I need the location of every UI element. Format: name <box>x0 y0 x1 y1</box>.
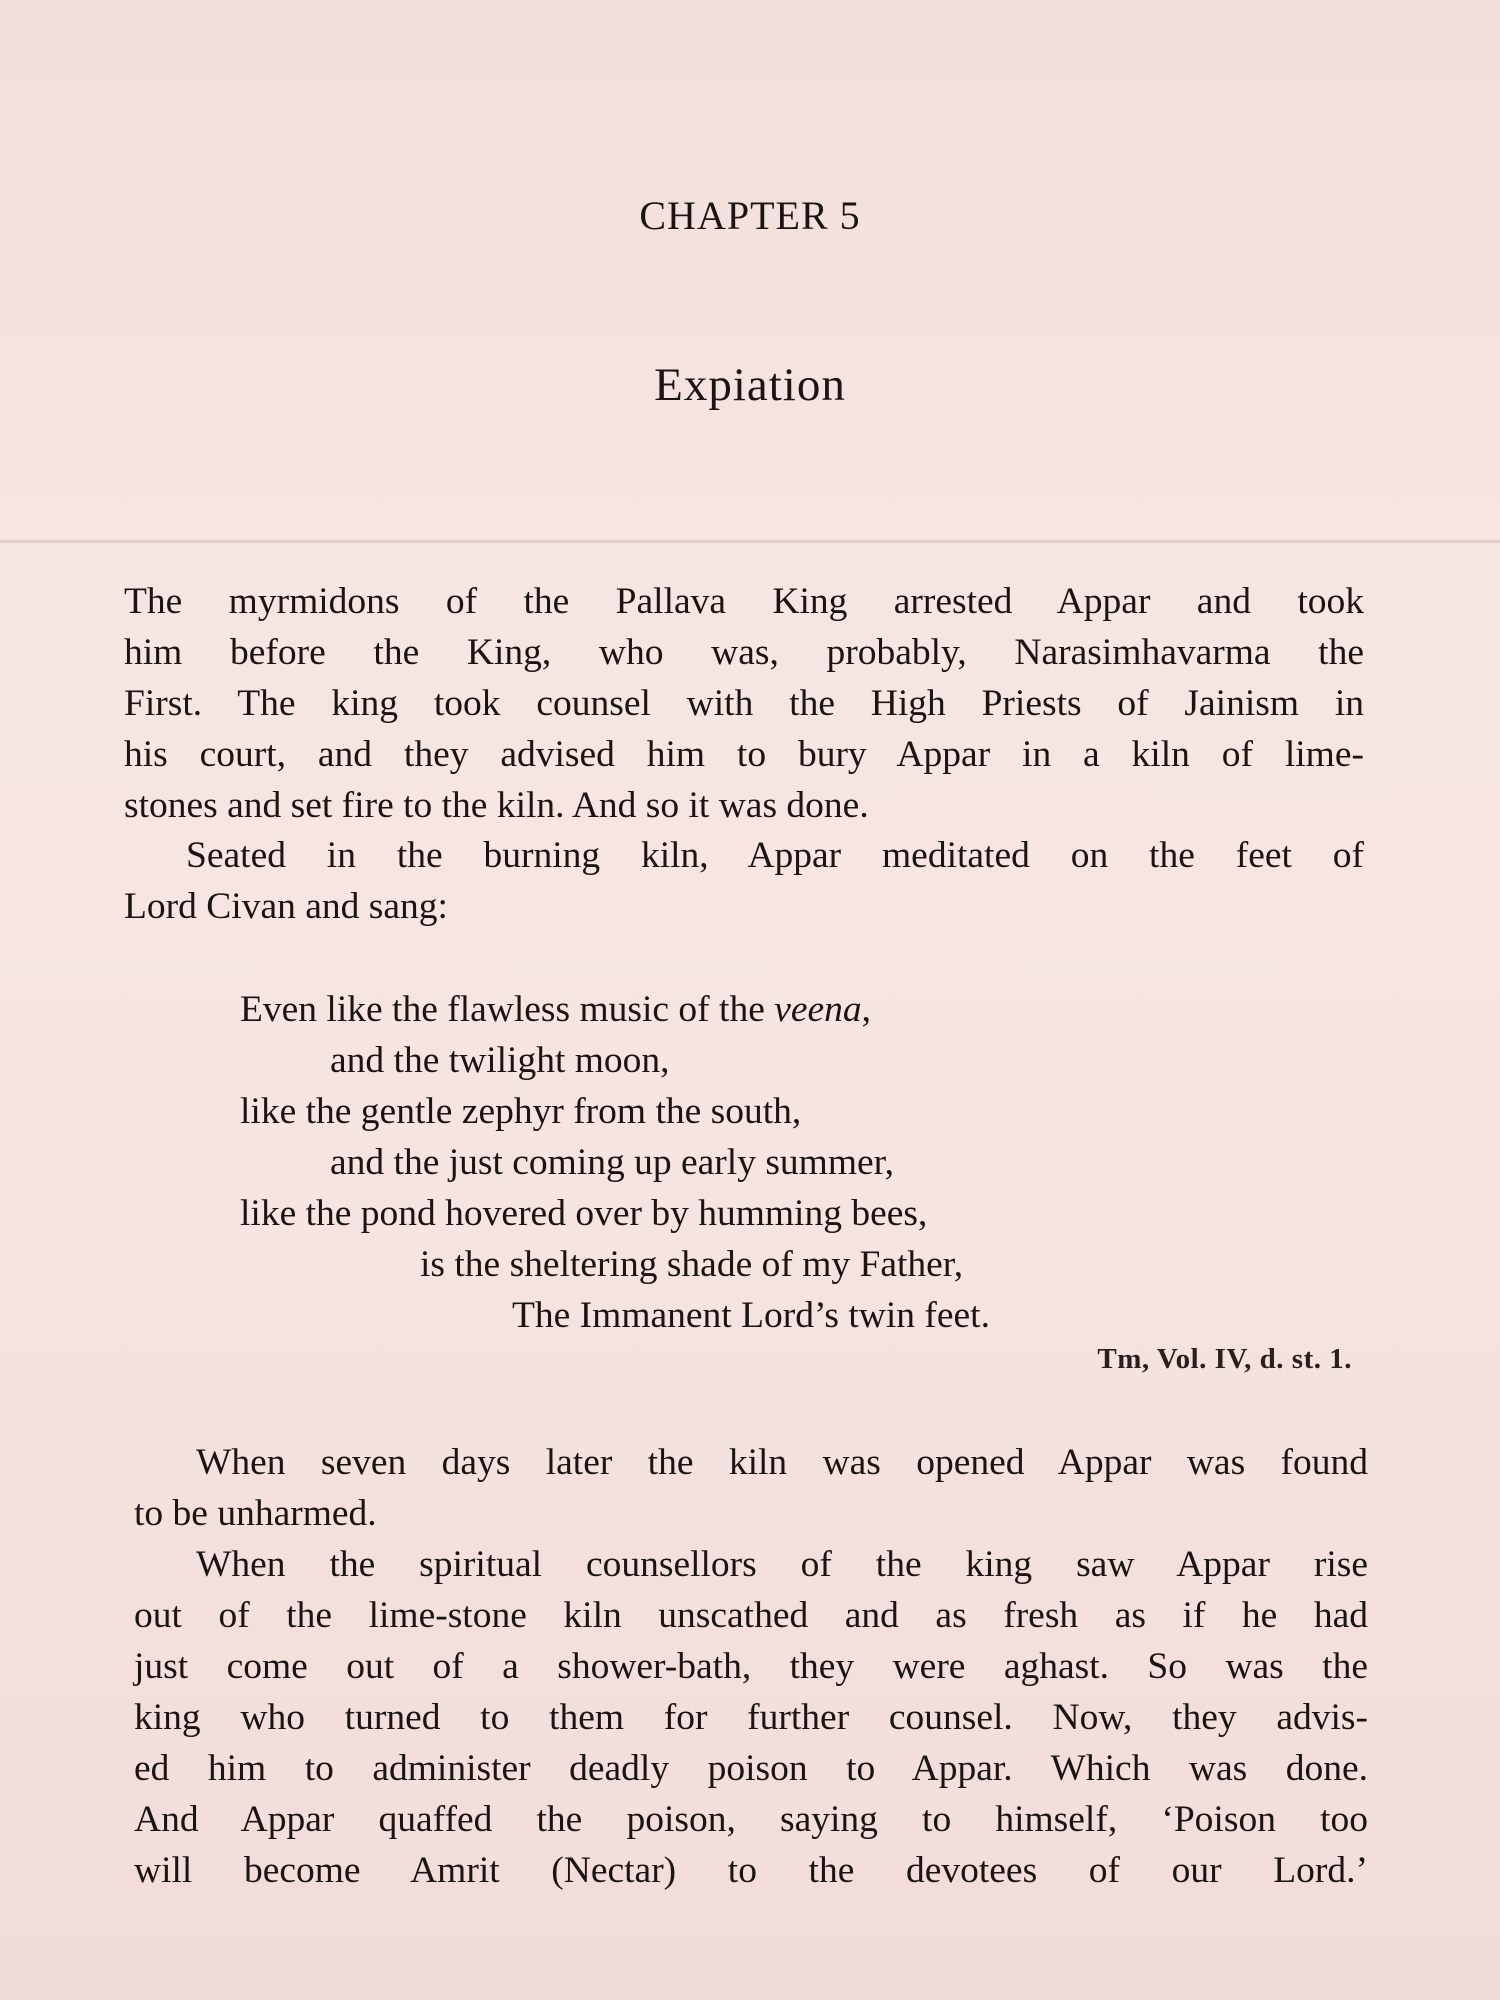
poem-block <box>0 984 1500 1341</box>
text-line: When seven days later the kiln was opened Appar was found <box>196 1442 1368 1483</box>
text-line: Lord Civan and sang: <box>124 886 448 927</box>
text-line: stones and set fire to the kiln. And so it was done. <box>124 785 869 826</box>
text-line: ed him to administer deadly poison to Appar. Which was done. <box>134 1748 1368 1789</box>
paragraph-arrest <box>124 576 1364 831</box>
text-line: And Appar quaffed the poison, saying to himself, ‘Poison too <box>134 1799 1368 1840</box>
text-line: When the spiritual counsellors of the king saw Appar rise <box>196 1544 1368 1585</box>
text-line: out of the lime-stone kiln unscathed and as fresh as if he had <box>134 1595 1368 1636</box>
chapter-title: Expiation <box>654 359 846 411</box>
text-line: his court, and they advised him to bury Appar in a kiln of lime- <box>124 734 1364 775</box>
poem-line: and the twilight moon, <box>330 1040 670 1081</box>
poem-line: is the sheltering shade of my Father, <box>420 1244 964 1285</box>
text-line: just come out of a shower-bath, they were aghast. So was the <box>134 1646 1368 1687</box>
citation: Tm, Vol. IV, d. st. 1. <box>1097 1343 1352 1375</box>
poem-line <box>0 984 1500 1035</box>
text-line: Seated in the burning kiln, Appar meditated on the feet of <box>186 835 1364 876</box>
poem-text: Even like the flawless music of the <box>240 989 775 1030</box>
text-line: to be unharmed. <box>134 1493 377 1534</box>
poem-text: , <box>861 989 872 1030</box>
chapter-number: CHAPTER 5 <box>639 193 861 238</box>
text-line: First. The king took counsel with the High Priests of Jainism in <box>124 683 1364 724</box>
text-line: The myrmidons of the Pallava King arrested Appar and took <box>124 581 1364 622</box>
text-line: him before the King, who was, probably, Narasimhavarma the <box>124 632 1364 673</box>
poem-line: like the gentle zephyr from the south, <box>240 1091 802 1132</box>
poem-line: like the pond hovered over by humming bees, <box>240 1193 928 1234</box>
poem-line: and the just coming up early summer, <box>330 1142 895 1183</box>
text-line: will become Amrit (Nectar) to the devotees of our Lord.’ <box>134 1850 1368 1891</box>
paragraph-unharmed <box>134 1437 1368 1539</box>
paragraph-kiln <box>124 830 1364 932</box>
poem-italic-word: veena <box>774 989 862 1030</box>
paragraph-poison <box>134 1539 1368 1896</box>
text-line: king who turned to them for further counsel. Now, they advis- <box>134 1697 1368 1738</box>
page-fold-line <box>0 540 1500 543</box>
poem-line: The Immanent Lord’s twin feet. <box>512 1295 990 1336</box>
